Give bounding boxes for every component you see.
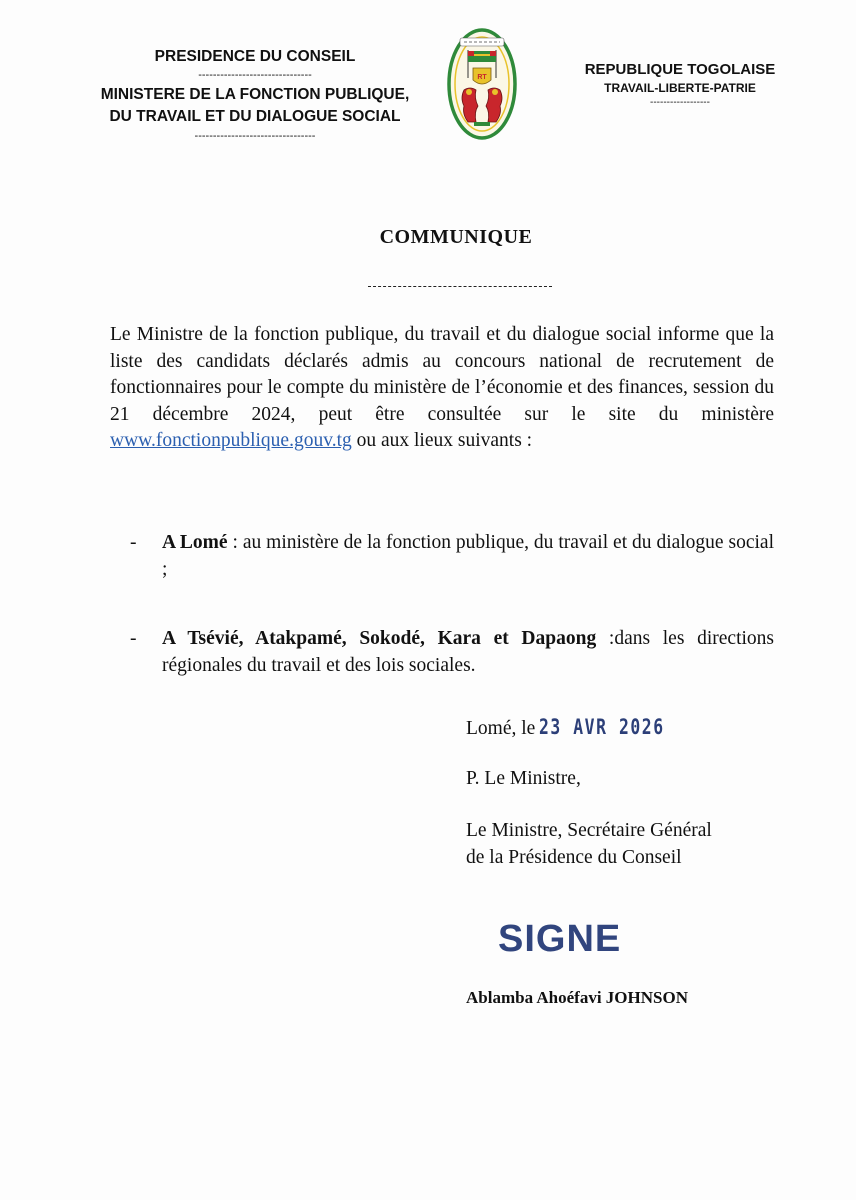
paragraph-text-after-link: ou aux lieux suivants : (351, 430, 533, 451)
minister-title-line1: Le Ministre, Secrétaire Général (466, 820, 712, 841)
bullet-dash: - (130, 532, 137, 553)
header-ministere-line2: DU TRAVAIL ET DU DIALOGUE SOCIAL (109, 108, 401, 125)
header-left-divider-2: --------------------------------- (194, 130, 316, 142)
list-item (130, 530, 774, 583)
date-line (466, 714, 700, 743)
header-republique: REPUBLIQUE TOGOLAISE (584, 61, 776, 78)
header-left-divider-1: ------------------------------- (198, 69, 312, 81)
header-presidence: PRESIDENCE DU CONSEIL (154, 48, 356, 65)
header-right-divider: ------------------ (650, 97, 710, 108)
signe-stamp: SIGNE (498, 918, 622, 960)
emblem-initials: RT (477, 74, 487, 81)
bullet-location: A Lomé (162, 532, 228, 553)
bullet-location: A Tsévié, Atakpamé, Sokodé, Kara et Dapaong (162, 628, 597, 649)
bullet-text: :dans les directions régionales du travail et des lois sociales. (162, 628, 774, 676)
header-devise: TRAVAIL-LIBERTE-PATRIE (604, 81, 756, 95)
coat-of-arms-icon (444, 26, 520, 142)
signer-name: Ablamba Ahoéfavi JOHNSON (466, 988, 688, 1007)
minister-title-line2: de la Présidence du Conseil (466, 846, 682, 868)
date-place: Lomé, le (466, 718, 536, 739)
title-divider (368, 286, 552, 287)
bullet-dash: - (130, 628, 137, 649)
ministry-website-link[interactable]: www.fonctionpublique.gouv.tg (110, 430, 352, 451)
bullet-text: : au ministère de la fonction publique, du travail et du dialogue social ; (162, 532, 774, 580)
coat-of-arms-emblem (444, 26, 520, 142)
minister-title (466, 818, 712, 871)
header-right (530, 60, 830, 109)
header-ministere-line1: MINISTERE DE LA FONCTION PUBLIQUE, (100, 86, 410, 103)
p-le-ministre: P. Le Ministre, (466, 768, 581, 789)
page-title: COMMUNIQUE (379, 226, 533, 248)
date-stamp: 23 AVR 2026 (539, 715, 665, 739)
communique-paragraph (110, 322, 774, 455)
list-item (130, 626, 774, 679)
paragraph-text-before-link: Le Ministre de la fonction publique, du travail et du dialogue social informe que la liste des candidats déclarés admis au concours national de recrutement de fonctionnaires pour le compte du ministère de l’économie et des finances, session du 21 décembre 2024, peut être consultée sur le site du ministère (110, 324, 774, 425)
header-left (40, 46, 470, 142)
